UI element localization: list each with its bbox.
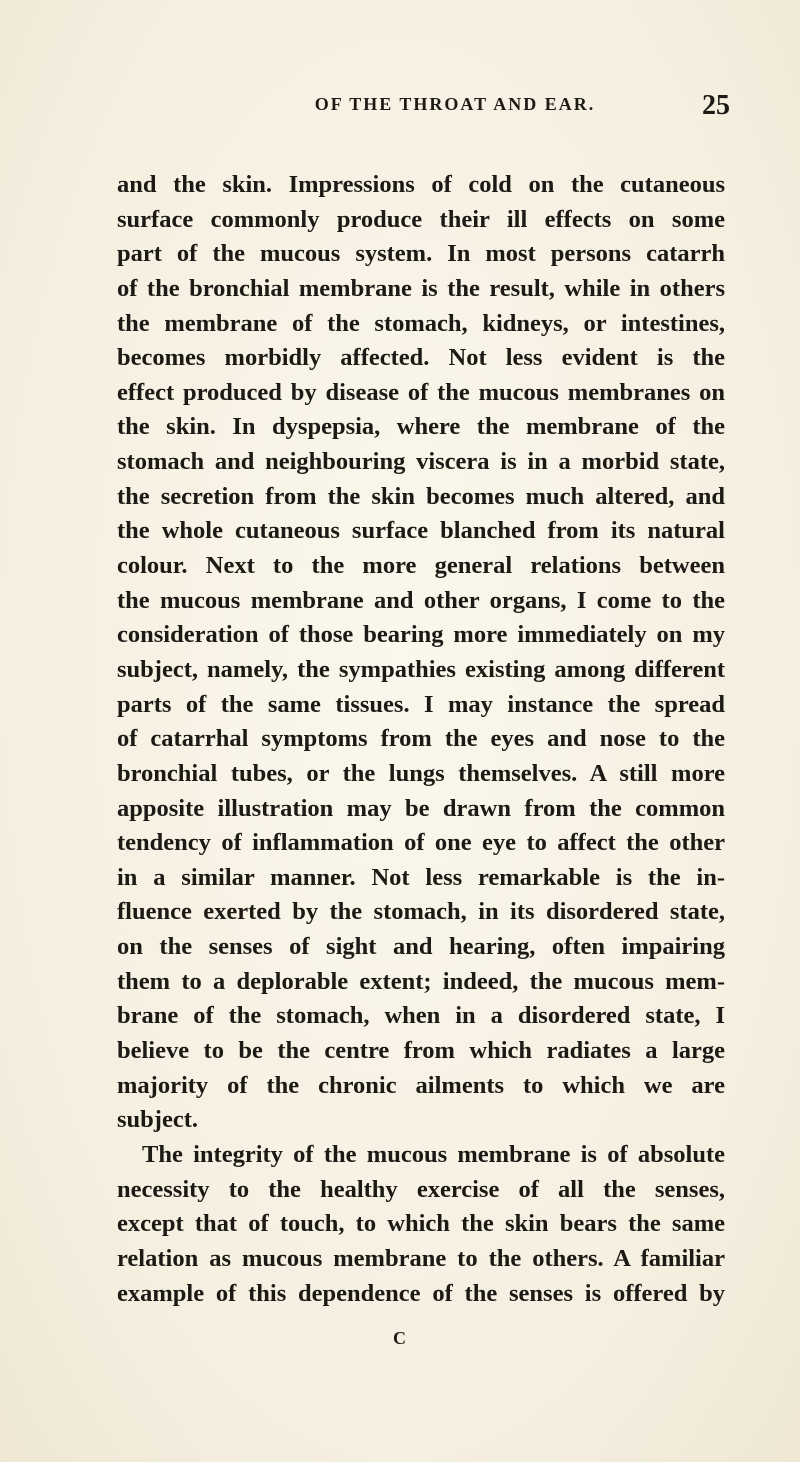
text-line: in a similar manner. Not less remarkable is the in-	[117, 863, 725, 891]
text-line: apposite illustration may be drawn from the common	[117, 794, 725, 822]
text-line: colour. Next to the more general relations between	[117, 552, 725, 580]
text-line: necessity to the healthy exercise of all the senses,	[117, 1175, 725, 1203]
text-line: the secretion from the skin becomes much altered, and	[117, 482, 725, 510]
page-number: 25	[702, 90, 730, 121]
text-line: part of the mucous system. In most persons catarrh	[117, 240, 725, 268]
text-line: of the bronchial membrane is the result, while in others	[117, 274, 725, 302]
text-line: majority of the chronic ailments to which we are	[117, 1071, 725, 1099]
text-line: believe to be the centre from which radiates a large	[117, 1037, 725, 1065]
text-line: effect produced by disease of the mucous membranes on	[117, 378, 725, 406]
text-line-paragraph-start: The integrity of the mucous membrane is of absolute	[142, 1140, 725, 1168]
text-line: tendency of inflammation of one eye to affect the other	[117, 829, 725, 857]
text-line: except that of touch, to which the skin bears the same	[117, 1210, 725, 1238]
text-line: brane of the stomach, when in a disordered state, I	[117, 1002, 725, 1030]
text-line: fluence exerted by the stomach, in its disordered state,	[117, 898, 725, 926]
text-line: and the skin. Impressions of cold on the cutaneous	[117, 171, 725, 198]
text-line: example of this dependence of the senses is offered by	[117, 1279, 725, 1307]
text-line: the membrane of the stomach, kidneys, or intestines,	[117, 309, 725, 337]
running-head	[120, 90, 730, 122]
running-title: OF THE THROAT AND EAR.	[314, 94, 596, 114]
text-line: the mucous membrane and other organs, I come to the	[117, 586, 725, 614]
text-line: consideration of those bearing more immediately on my	[117, 621, 725, 649]
signature-mark: C	[393, 1328, 407, 1348]
text-line: them to a deplorable extent; indeed, the mucous mem-	[117, 967, 725, 995]
text-line: stomach and neighbouring viscera is in a morbid state,	[117, 448, 725, 476]
text-line: the skin. In dyspepsia, where the membrane of the	[117, 413, 725, 441]
text-line: the whole cutaneous surface blanched from its natural	[117, 517, 725, 545]
text-line: subject, namely, the sympathies existing among different	[117, 655, 725, 683]
text-line: parts of the same tissues. I may instance the spread	[117, 690, 725, 718]
body-text	[117, 168, 725, 1311]
text-line: relation as mucous membrane to the others. A familiar	[117, 1244, 725, 1272]
text-line: becomes morbidly affected. Not less evident is the	[117, 344, 725, 372]
text-line-paragraph-end: subject.	[117, 1106, 198, 1134]
text-line: surface commonly produce their ill effects on some	[117, 205, 725, 233]
text-line: bronchial tubes, or the lungs themselves. A still more	[117, 759, 725, 787]
text-line: of catarrhal symptoms from the eyes and nose to the	[117, 725, 725, 753]
text-line: on the senses of sight and hearing, often impairing	[117, 933, 725, 961]
